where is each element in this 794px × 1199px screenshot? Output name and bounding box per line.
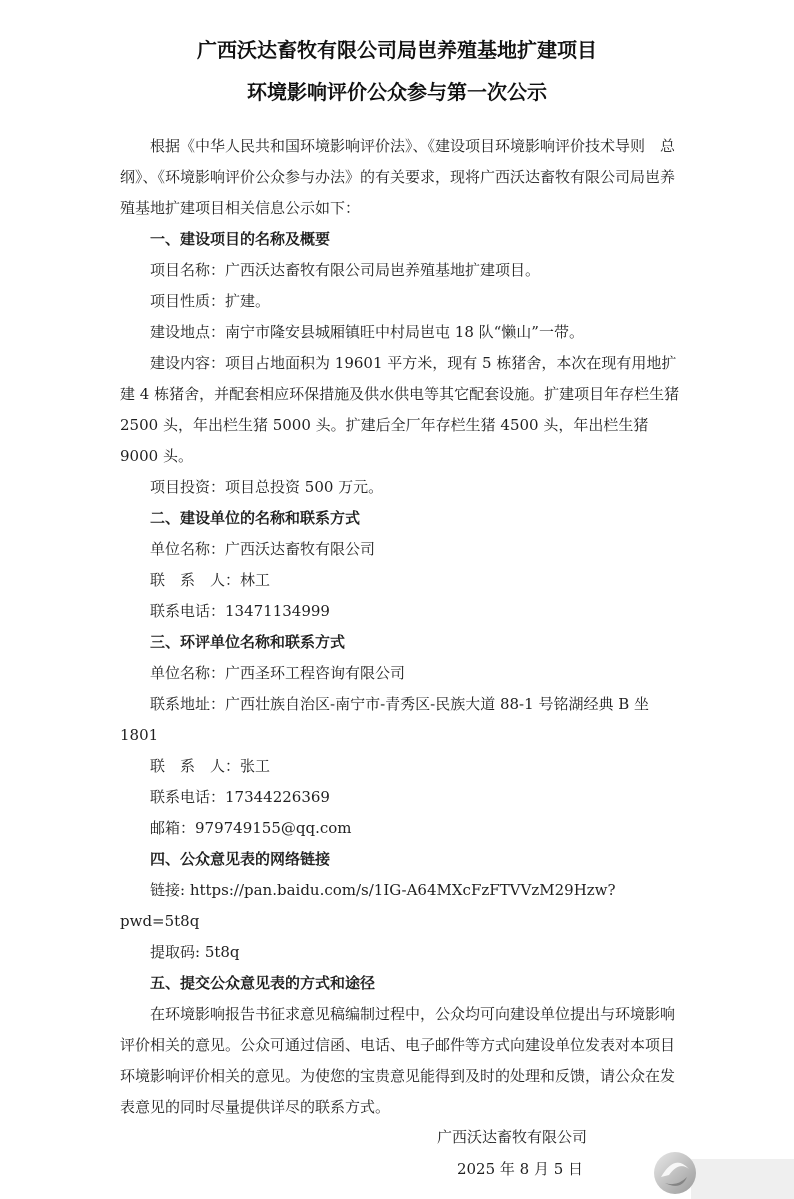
survey-link[interactable]: 链接: https://pan.baidu.com/s/1IG-A64MXcFzFTVVzM29Hzw?pwd=5t8q <box>120 881 616 930</box>
section-5-heading: 五、提交公众意见表的方式和途径 <box>150 974 376 992</box>
eia-contact-person: 联 系 人：张工 <box>150 757 271 775</box>
eia-phone: 联系电话：17344226369 <box>150 788 330 806</box>
document-body <box>120 131 680 1123</box>
project-location: 建设地点：南宁市隆安县城厢镇旺中村局岜屯 18 队“懒山”一带。 <box>150 323 584 341</box>
project-name: 项目名称：广西沃达畜牧有限公司局岜养殖基地扩建项目。 <box>150 261 541 279</box>
section-4-heading: 四、公众意见表的网络链接 <box>150 850 331 868</box>
intro-paragraph: 根据《中华人民共和国环境影响评价法》、《建设项目环境影响评价技术导则 总纲》、《环境影响评价公众参与办法》的有关要求，现将广西沃达畜牧有限公司局岜养殖基地扩建项目相关信息公示如下： <box>120 137 676 217</box>
submission-paragraph: 在环境影响报告书征求意见稿编制过程中，公众均可向建设单位提出与环境影响评价相关的意见。公众可通过信函、电话、电子邮件等方式向建设单位发表对本项目环境影响评价相关的意见。为使您的宝贵意见能得到及时的处理和反馈，请公众在发表意见的同时尽量提供详尽的联系方式。 <box>120 1005 676 1116</box>
project-nature: 项目性质：扩建。 <box>150 292 271 310</box>
signature-date: 2025 年 8 月 5 日 <box>456 1160 584 1178</box>
builder-phone: 联系电话：13471134999 <box>150 602 330 620</box>
extraction-code: 提取码: 5t8q <box>150 943 240 961</box>
builder-contact-person: 联 系 人：林工 <box>150 571 271 589</box>
section-1-heading: 一、建设项目的名称及概要 <box>150 230 331 248</box>
eia-email: 邮箱：979749155@qq.com <box>150 819 352 837</box>
project-investment: 项目投资：项目总投资 500 万元。 <box>150 478 384 496</box>
project-content: 建设内容：项目占地面积为 19601 平方米，现有 5 栋猪舍，本次在现有用地扩建 4 栋猪舍，并配套相应环保措施及供水供电等其它配套设施。扩建项目年存栏生猪 2500 头，年出栏生猪 5000 头。扩建后全厂年存栏生猪 4500 头，年出栏生猪 9000 头。 <box>120 354 680 465</box>
eia-unit-name: 单位名称：广西圣环工程咨询有限公司 <box>150 664 406 682</box>
builder-unit-name: 单位名称：广西沃达畜牧有限公司 <box>150 540 376 558</box>
watermark-logo-icon <box>651 1147 794 1199</box>
section-2-heading: 二、建设单位的名称和联系方式 <box>150 509 361 527</box>
document-subtitle: 环境影响评价公众参与第一次公示 <box>247 80 547 104</box>
document-title: 广西沃达畜牧有限公司局岜养殖基地扩建项目 <box>197 38 597 62</box>
section-3-heading: 三、环评单位名称和联系方式 <box>150 633 346 651</box>
eia-address: 联系地址：广西壮族自治区-南宁市-青秀区-民族大道 88-1 号铭湖经典 B 坐 1801 <box>120 695 650 744</box>
signature-company: 广西沃达畜牧有限公司 <box>436 1128 587 1146</box>
